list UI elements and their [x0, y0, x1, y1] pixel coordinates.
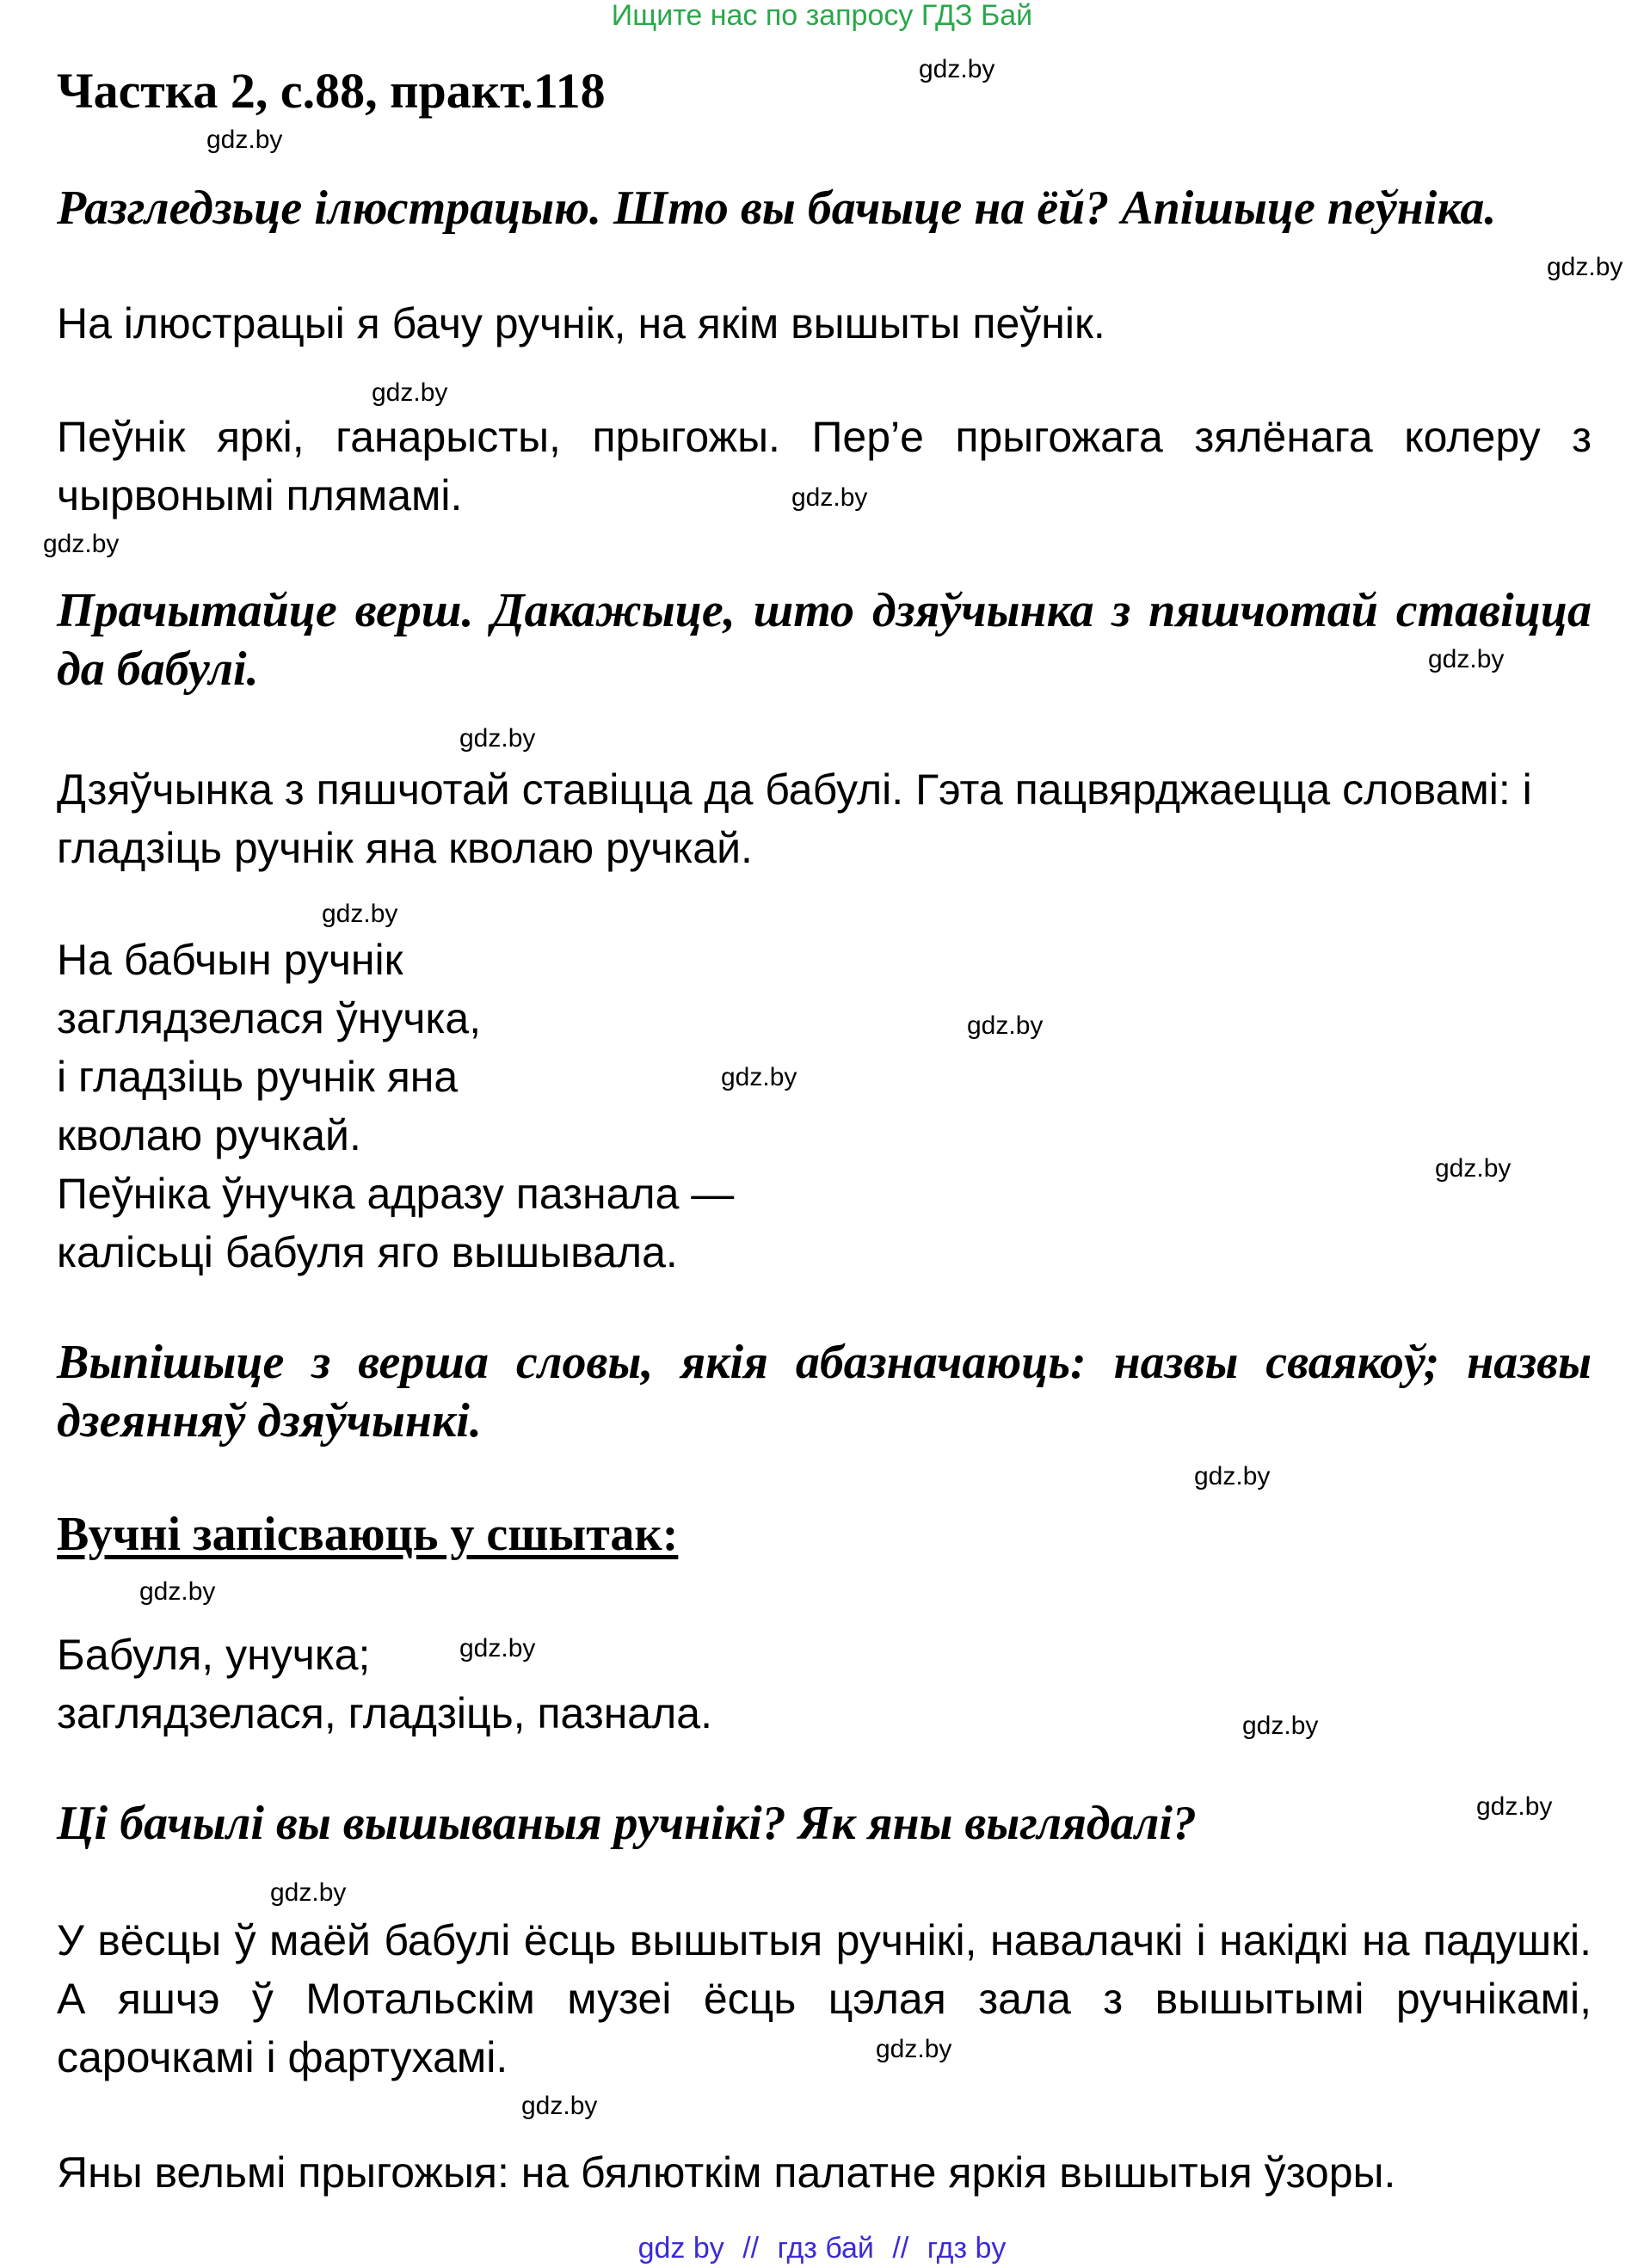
watermark: gdz.by [1547, 253, 1623, 281]
watermark: gdz.by [372, 378, 448, 407]
watermark: gdz.by [459, 724, 536, 753]
task-2: Прачытайце верш. Дакажыце, што дзяўчынка з пяшчотай ставіцца да бабулі. [57, 584, 1592, 696]
footer-separator: // [742, 2232, 760, 2265]
poem-line: кволаю ручкай. [57, 1111, 361, 1159]
task-4: Ці бачылі вы вышываныя ручнікі? Як яны выглядалі? [57, 1797, 1197, 1850]
answer-4b: Яны вельмі прыгожыя: на бялюткім палатне яркія вышытыя ўзоры. [57, 2148, 1396, 2197]
answer-1b: Пеўнік яркі, ганарысты, прыгожы. Пер’е прыгожага зялёнага колеру з чырвонымі плямамі. [57, 413, 1592, 519]
watermark: gdz.by [919, 55, 995, 83]
answer-1a: На ілюстрацыі я бачу ручнік, на якім вышыты пеўнік. [57, 299, 1105, 347]
watermark: gdz.by [521, 2092, 598, 2120]
poem-line: На бабчын ручнік [57, 936, 403, 984]
watermark: gdz.by [1428, 645, 1505, 673]
footer-link-gdz-by-2[interactable]: гдз by [927, 2232, 1007, 2265]
watermark: gdz.by [876, 2035, 952, 2063]
footer-separator: // [892, 2232, 909, 2265]
notebook-line-1: Бабуля, унучка; [57, 1631, 371, 1679]
watermark: gdz.by [270, 1878, 347, 1907]
watermark: gdz.by [967, 1011, 1044, 1040]
poem-line: і гладзіць ручнік яна [57, 1053, 459, 1101]
watermark: gdz.by [206, 126, 283, 154]
poem [57, 931, 734, 1282]
answer-4a: У вёсцы ў маёй бабулі ёсць вышытыя ручнікі, навалачкі і накідкі на падушкі. А яшчэ ў Мотальскім музеі ёсць цэлая зала з вышытымі ручнікамі, сарочкамі і фартухамі. [57, 1916, 1592, 2081]
footer-link-gdz-by[interactable]: gdz by [637, 2232, 724, 2265]
watermark: gdz.by [1194, 1462, 1271, 1490]
top-banner[interactable]: Ищите нас по запросу ГДЗ Бай [611, 0, 1033, 32]
footer-link-gdz-bai[interactable]: гдз бай [777, 2232, 874, 2265]
watermark: gdz.by [791, 483, 868, 512]
task-3: Выпішыце з верша словы, якія абазначаюць: назвы сваякоў; назвы дзеянняў дзяўчынкі. [57, 1336, 1592, 1447]
watermark: gdz.by [43, 530, 120, 558]
watermark: gdz.by [322, 900, 398, 928]
footer [0, 2231, 1644, 2265]
poem-line: калісьці бабуля яго вышывала. [57, 1228, 678, 1276]
watermark: gdz.by [1435, 1154, 1512, 1183]
page-title: Частка 2, с.88, практ.118 [57, 63, 606, 119]
watermark: gdz.by [1476, 1792, 1553, 1821]
task-1: Разгледзьце ілюстрацыю. Што вы бачыце на ёй? Апішыце пеўніка. [57, 181, 1497, 235]
watermark: gdz.by [459, 1634, 536, 1663]
watermark: gdz.by [721, 1063, 797, 1091]
answer-2: Дзяўчынка з пяшчотай ставіцца да бабулі. Гэта пацвярджаецца словамі: і гладзіць ручнік яна кволаю ручкай. [57, 765, 1532, 872]
watermark: gdz.by [139, 1577, 216, 1606]
poem-line: Пеўніка ўнучка адразу пазнала — [57, 1170, 735, 1218]
notebook-heading: Вучні запісваюць у сшытак: [57, 1508, 679, 1561]
watermark: gdz.by [1242, 1712, 1319, 1740]
notebook-line-2: заглядзелася, гладзіць, пазнала. [57, 1689, 712, 1737]
poem-line: заглядзелася ўнучка, [57, 994, 482, 1042]
